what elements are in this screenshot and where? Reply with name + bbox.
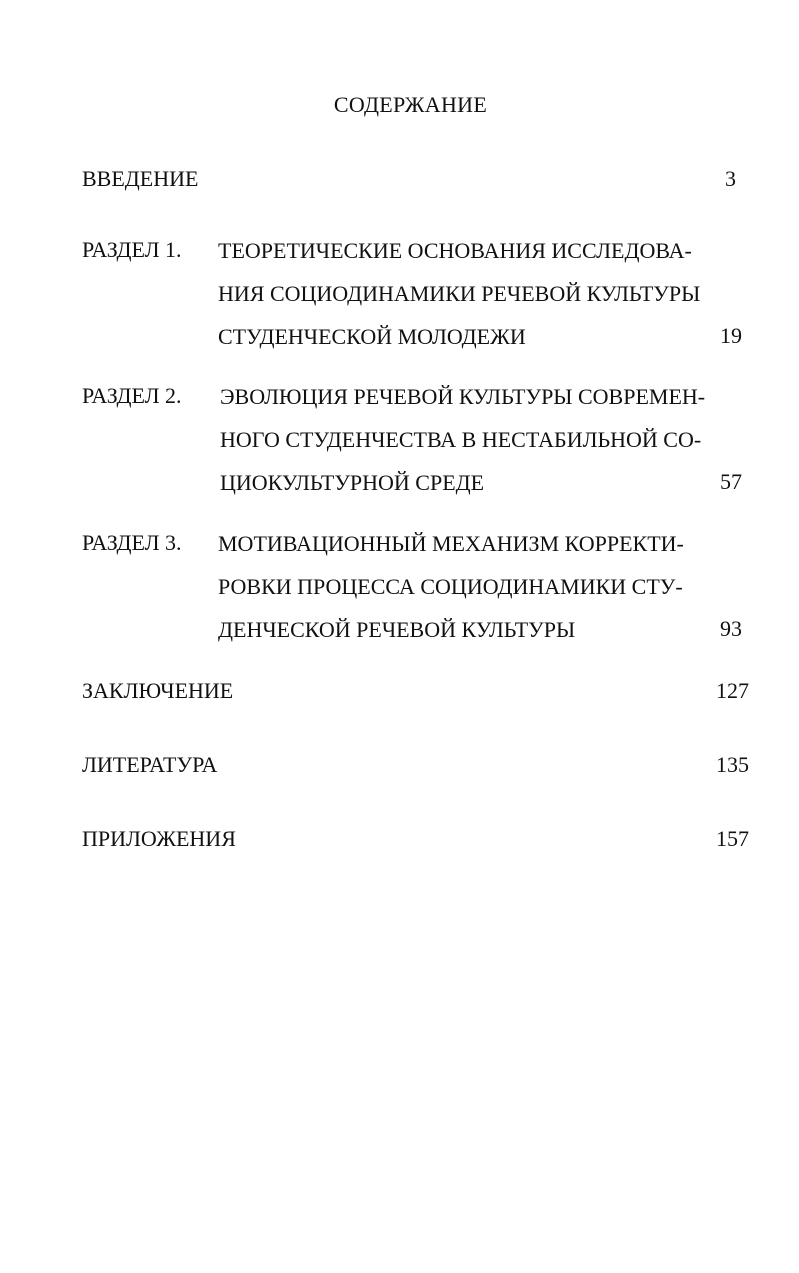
toc-entry-literature [82, 752, 752, 782]
toc-entry-label: ЛИТЕРАТУРА [82, 752, 218, 777]
page-title: СОДЕРЖАНИЕ [333, 92, 488, 117]
toc-entry-page: 19 [720, 323, 742, 348]
toc-entry-label: РАЗДЕЛ 1. [82, 237, 182, 262]
toc-entry-appendices [82, 826, 752, 856]
toc-entry-page: 157 [716, 826, 749, 851]
toc-entry-intro [82, 166, 752, 196]
toc-entry-title-line: МОТИВАЦИОННЫЙ МЕХАНИЗМ КОРРЕКТИ- [218, 531, 684, 556]
toc-entry-conclusion [82, 678, 752, 708]
toc-entry-label: ЗАКЛЮЧЕНИЕ [82, 678, 234, 703]
toc-entry-title-line: РОВКИ ПРОЦЕССА СОЦИОДИНАМИКИ СТУ- [218, 574, 683, 599]
toc-entry-section-2 [82, 375, 752, 505]
toc-entry-page: 93 [720, 616, 742, 641]
toc-entry-page: 135 [716, 752, 749, 777]
toc-entry-label: РАЗДЕЛ 3. [82, 530, 182, 555]
toc-entry-label: ВВЕДЕНИЕ [82, 166, 199, 191]
toc-entry-page: 127 [716, 678, 749, 703]
toc-entry-page: 57 [720, 469, 742, 494]
toc-entry-title-line: ЦИОКУЛЬТУРНОЙ СРЕДЕ [220, 470, 485, 495]
toc-entry-title-line: ТЕОРЕТИЧЕСКИЕ ОСНОВАНИЯ ИССЛЕДОВА- [218, 238, 692, 263]
toc-entry-section-1 [82, 229, 752, 359]
toc-entry-title [218, 522, 698, 651]
toc-entry-title-line: НИЯ СОЦИОДИНАМИКИ РЕЧЕВОЙ КУЛЬТУРЫ [218, 281, 701, 306]
toc-entry-title [218, 229, 701, 358]
toc-entry-label: РАЗДЕЛ 2. [82, 383, 182, 408]
toc-entry-section-3 [82, 522, 752, 652]
toc-entry-title-line: ЭВОЛЮЦИЯ РЕЧЕВОЙ КУЛЬТУРЫ СОВРЕМЕН- [220, 384, 706, 409]
toc-entry-title-line: ДЕНЧЕСКОЙ РЕЧЕВОЙ КУЛЬТУРЫ [218, 617, 576, 642]
toc-entry-title [220, 375, 706, 504]
toc-entry-page: 3 [725, 166, 736, 191]
toc-entry-title-line: СТУДЕНЧЕСКОЙ МОЛОДЕЖИ [218, 324, 526, 349]
toc-entry-label: ПРИЛОЖЕНИЯ [82, 826, 236, 851]
toc-entry-title-line: НОГО СТУДЕНЧЕСТВА В НЕСТАБИЛЬНОЙ СО- [220, 427, 702, 452]
